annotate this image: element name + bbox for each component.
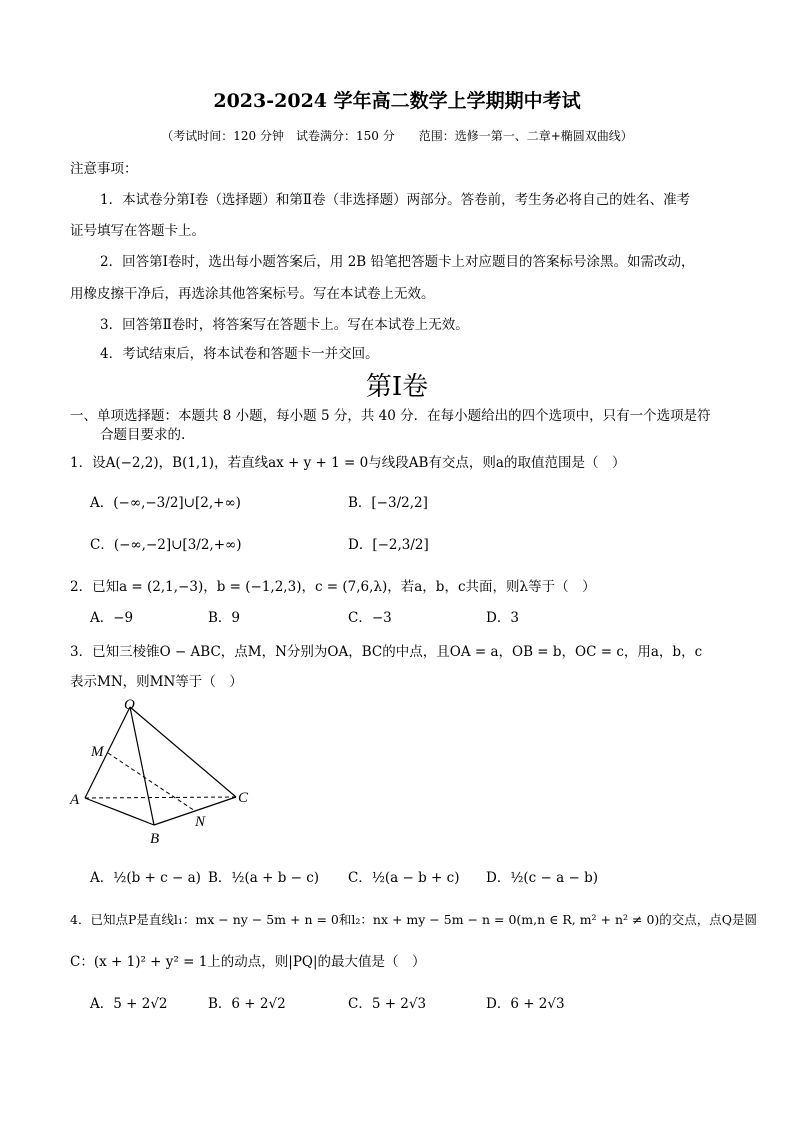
q3-option-c[interactable]: C．½(a − b + c) — [348, 870, 460, 886]
notice-item-2a: 2．回答第Ⅰ卷时，选出每小题答案后，用 2B 铅笔把答题卡上对应题目的答案标号涂黑。如需改动， — [100, 254, 695, 270]
q2-option-c[interactable]: C．−3 — [348, 610, 392, 626]
notice-item-1b: 证号填写在答题卡上。 — [70, 223, 205, 239]
label-c: C — [238, 790, 249, 806]
q4-option-b[interactable]: B．6 + 2√2 — [208, 996, 286, 1012]
q4-stem-line2: C：(x + 1)² + y² = 1上的动点，则|PQ|的最大值是（ ） — [70, 954, 426, 970]
label-b: B — [150, 831, 160, 847]
notice-item-1a: 1．本试卷分第Ⅰ卷（选择题）和第Ⅱ卷（非选择题）两部分。答卷前，考生务必将自己的姓名、准考 — [100, 192, 691, 208]
tetrahedron-figure — [66, 695, 266, 850]
exam-subtitle: （考试时间：120 分钟 试卷满分：150 分 范围：选修一第一、二章+椭圆双曲线） — [161, 129, 633, 143]
section1-line2: 合题目要求的. — [100, 427, 186, 443]
notice-heading: 注意事项： — [70, 161, 138, 177]
volume-title: 第Ⅰ卷 — [365, 372, 429, 402]
notice-item-3: 3．回答第Ⅱ卷时，将答案写在答题卡上。写在本试卷上无效。 — [100, 317, 469, 333]
q2-option-b[interactable]: B．9 — [208, 610, 241, 626]
q2-option-d[interactable]: D．3 — [486, 610, 519, 626]
edge-ac-hidden — [85, 797, 236, 798]
q2-option-a[interactable]: A．−9 — [90, 610, 134, 626]
q1-option-c[interactable]: C．(−∞,−2]∪[3/2,+∞) — [90, 537, 242, 553]
q4-option-d[interactable]: D．6 + 2√3 — [486, 996, 565, 1012]
label-m: M — [91, 744, 104, 760]
edge-ab — [85, 798, 154, 825]
q3-option-a[interactable]: A．½(b + c − a) — [90, 870, 201, 886]
q3-option-b[interactable]: B．½(a + b − c) — [208, 870, 320, 886]
label-n: N — [195, 814, 206, 830]
q4-stem-line1: 4．已知点P是直线l₁：mx − ny − 5m + n = 0和l₂：nx + my − 5m − n = 0(m,n ∈ R, m² + n² ≠ 0)的交点，点Q是圆 — [70, 912, 758, 927]
q1-stem: 1．设A(−2,2)，B(1,1)，若直线ax + y + 1 = 0与线段AB有交点，则a的取值范围是（ ） — [70, 455, 626, 471]
section1-line1: 一、单项选择题：本题共 8 小题，每小题 5 分，共 40 分．在每小题给出的四个选项中，只有一个选项是符 — [70, 408, 711, 424]
q3-stem-line2: 表示MN，则MN等于（ ） — [70, 674, 243, 690]
notice-item-2b: 用橡皮擦干净后，再选涂其他答案标号。写在本试卷上无效。 — [70, 286, 435, 302]
q1-option-a[interactable]: A．(−∞,−3/2]∪[2,+∞) — [90, 495, 241, 511]
q1-option-b[interactable]: B．[−3/2,2] — [348, 495, 428, 511]
label-o: O — [124, 697, 135, 713]
q4-option-c[interactable]: C．5 + 2√3 — [348, 996, 427, 1012]
q3-stem-line1: 3．已知三棱锥O − ABC，点M，N分别为OA，BC的中点，且OA = a，OB = b，OC = c，用a，b，c — [70, 644, 703, 660]
q1-option-d[interactable]: D．[−2,3/2] — [348, 537, 429, 553]
q2-stem: 2．已知a = (2,1,−3)，b = (−1,2,3)，c = (7,6,λ)，若a，b，c共面，则λ等于（ ） — [70, 579, 596, 595]
q3-option-d[interactable]: D．½(c − a − b) — [486, 870, 598, 886]
exam-title: 2023-2024 学年高二数学上学期期中考试 — [213, 90, 581, 112]
label-a: A — [70, 792, 80, 808]
segment-mn-hidden — [108, 753, 195, 811]
q4-option-a[interactable]: A．5 + 2√2 — [90, 996, 168, 1012]
notice-item-4: 4．考试结束后，将本试卷和答题卡一并交回。 — [100, 346, 379, 362]
